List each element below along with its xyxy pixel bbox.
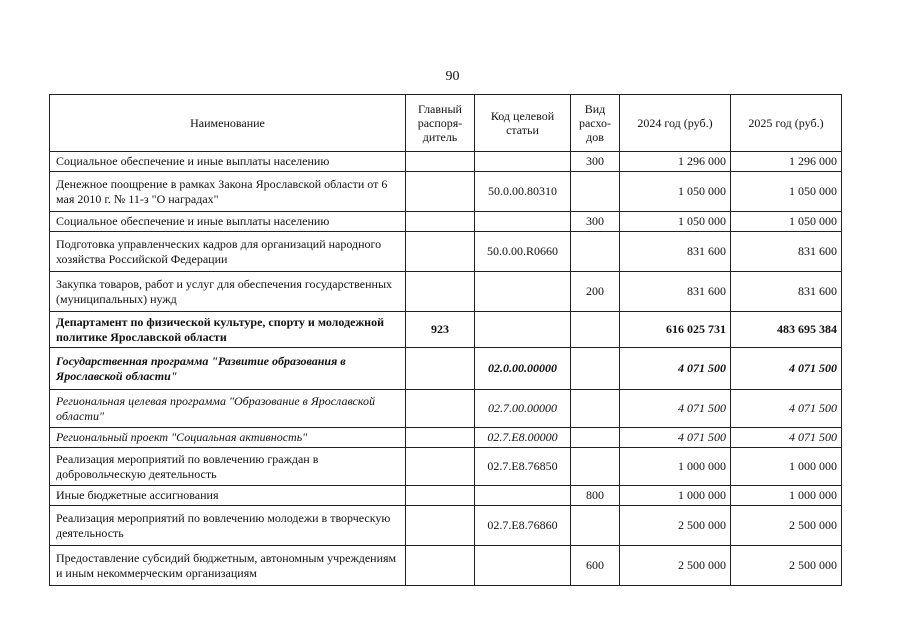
- table-row: [50, 272, 842, 312]
- cell-name: Департамент по физической культуре, спорту и молодежной политике Ярославской области: [50, 312, 406, 348]
- cell-code: 02.7.00.00000: [475, 390, 571, 428]
- cell-type: [571, 390, 620, 428]
- cell-2025: 1 000 000: [731, 448, 842, 486]
- header-name: Наименование: [50, 95, 406, 152]
- cell-type: [571, 428, 620, 448]
- cell-manager: [406, 390, 475, 428]
- cell-2024: 1 296 000: [620, 152, 731, 172]
- table-row: [50, 312, 842, 348]
- cell-2025: 4 071 500: [731, 348, 842, 390]
- cell-name: Региональная целевая программа "Образование в Ярославской области": [50, 390, 406, 428]
- cell-code: 02.0.00.00000: [475, 348, 571, 390]
- cell-2024: 2 500 000: [620, 546, 731, 586]
- table-header-row: [50, 95, 842, 152]
- cell-manager: [406, 448, 475, 486]
- cell-type: 300: [571, 152, 620, 172]
- cell-name: Иные бюджетные ассигнования: [50, 486, 406, 506]
- cell-manager: 923: [406, 312, 475, 348]
- cell-manager: [406, 152, 475, 172]
- cell-manager: [406, 428, 475, 448]
- cell-2025: 831 600: [731, 232, 842, 272]
- table-row: [50, 546, 842, 586]
- cell-type: [571, 232, 620, 272]
- cell-code: [475, 312, 571, 348]
- cell-2024: 1 000 000: [620, 486, 731, 506]
- table-row: [50, 486, 842, 506]
- cell-manager: [406, 486, 475, 506]
- cell-name: Социальное обеспечение и иные выплаты населению: [50, 212, 406, 232]
- table-row: [50, 152, 842, 172]
- cell-2025: 1 000 000: [731, 486, 842, 506]
- cell-type: 200: [571, 272, 620, 312]
- table-row: [50, 212, 842, 232]
- cell-2024: 1 000 000: [620, 448, 731, 486]
- cell-manager: [406, 172, 475, 212]
- cell-name: Реализация мероприятий по вовлечению молодежи в творческую деятельность: [50, 506, 406, 546]
- cell-code: 50.0.00.R0660: [475, 232, 571, 272]
- cell-type: 800: [571, 486, 620, 506]
- cell-2025: 1 296 000: [731, 152, 842, 172]
- cell-code: 02.7.Е8.00000: [475, 428, 571, 448]
- cell-2025: 1 050 000: [731, 212, 842, 232]
- cell-manager: [406, 348, 475, 390]
- cell-code: [475, 152, 571, 172]
- cell-2025: 2 500 000: [731, 546, 842, 586]
- cell-2025: 831 600: [731, 272, 842, 312]
- cell-name: Подготовка управленческих кадров для организаций народного хозяйства Российской Федерации: [50, 232, 406, 272]
- header-manager: Главный распоря-дитель: [406, 95, 475, 152]
- cell-2025: 4 071 500: [731, 390, 842, 428]
- cell-code: 02.7.Е8.76860: [475, 506, 571, 546]
- cell-2025: 4 071 500: [731, 428, 842, 448]
- cell-manager: [406, 546, 475, 586]
- cell-manager: [406, 212, 475, 232]
- cell-2024: 4 071 500: [620, 428, 731, 448]
- cell-2024: 831 600: [620, 232, 731, 272]
- cell-2024: 2 500 000: [620, 506, 731, 546]
- cell-name: Реализация мероприятий по вовлечению граждан в добровольческую деятельность: [50, 448, 406, 486]
- cell-2024: 616 025 731: [620, 312, 731, 348]
- cell-name: Закупка товаров, работ и услуг для обеспечения государственных (муниципальных) нужд: [50, 272, 406, 312]
- page-number: 90: [445, 69, 460, 84]
- cell-code: 02.7.Е8.76850: [475, 448, 571, 486]
- cell-2024: 831 600: [620, 272, 731, 312]
- table-row: [50, 390, 842, 428]
- cell-name: Денежное поощрение в рамках Закона Ярославской области от 6 мая 2010 г. № 11-з "О наградах": [50, 172, 406, 212]
- cell-manager: [406, 272, 475, 312]
- cell-name: Государственная программа "Развитие образования в Ярославской области": [50, 348, 406, 390]
- cell-code: [475, 272, 571, 312]
- cell-type: [571, 172, 620, 212]
- table-row: [50, 172, 842, 212]
- table-row: [50, 506, 842, 546]
- cell-2024: 1 050 000: [620, 212, 731, 232]
- cell-2024: 1 050 000: [620, 172, 731, 212]
- header-2025: 2025 год (руб.): [731, 95, 842, 152]
- cell-manager: [406, 232, 475, 272]
- cell-2025: 1 050 000: [731, 172, 842, 212]
- header-code: Код целевой статьи: [475, 95, 571, 152]
- cell-2024: 4 071 500: [620, 390, 731, 428]
- cell-name: Социальное обеспечение и иные выплаты населению: [50, 152, 406, 172]
- cell-2024: 4 071 500: [620, 348, 731, 390]
- cell-2025: 483 695 384: [731, 312, 842, 348]
- cell-type: [571, 506, 620, 546]
- cell-manager: [406, 506, 475, 546]
- cell-code: [475, 212, 571, 232]
- cell-name: Региональный проект "Социальная активность": [50, 428, 406, 448]
- table-row: [50, 232, 842, 272]
- cell-name: Предоставление субсидий бюджетным, автономным учреждениям и иным некоммерческим организациям: [50, 546, 406, 586]
- cell-code: 50.0.00.80310: [475, 172, 571, 212]
- cell-code: [475, 546, 571, 586]
- table-row: [50, 448, 842, 486]
- cell-type: 300: [571, 212, 620, 232]
- header-2024: 2024 год (руб.): [620, 95, 731, 152]
- cell-2025: 2 500 000: [731, 506, 842, 546]
- cell-type: 600: [571, 546, 620, 586]
- table-row: [50, 348, 842, 390]
- cell-type: [571, 348, 620, 390]
- cell-type: [571, 448, 620, 486]
- cell-code: [475, 486, 571, 506]
- budget-table: [49, 94, 842, 586]
- cell-type: [571, 312, 620, 348]
- header-type: Вид расхо-дов: [571, 95, 620, 152]
- table-row: [50, 428, 842, 448]
